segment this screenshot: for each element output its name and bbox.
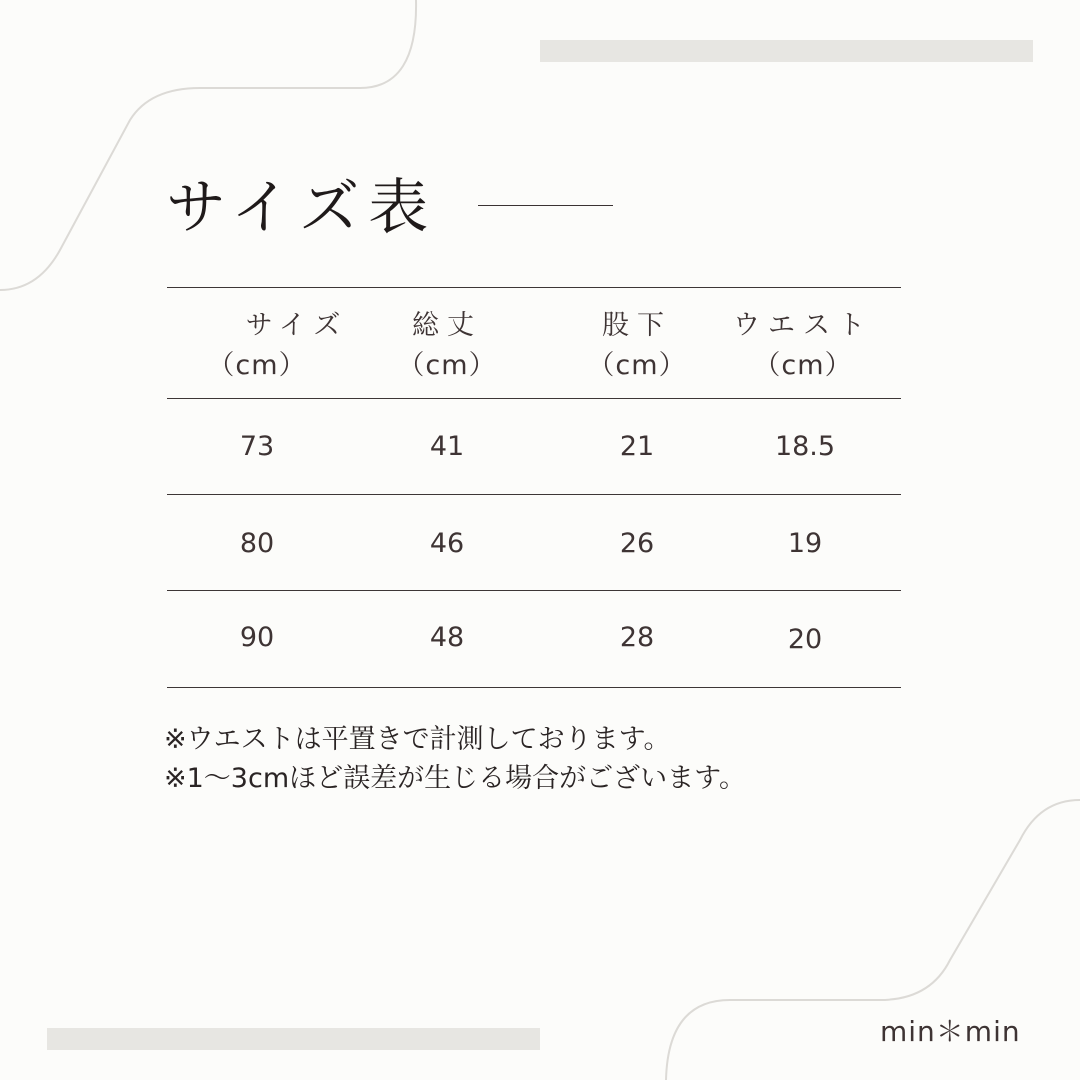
table-cell: 20	[787, 624, 823, 655]
table-cell: 48	[429, 622, 465, 653]
table-cell: 21	[619, 431, 655, 462]
decorative-bar-top	[540, 40, 1033, 62]
table-rule-bottom	[167, 687, 901, 688]
page-title: サイズ表	[166, 173, 438, 243]
header-size-unit: （cm）	[207, 350, 307, 381]
notes	[164, 720, 746, 798]
table-cell: 26	[619, 528, 655, 559]
table-cell: 73	[239, 431, 275, 462]
decorative-bar-bottom	[47, 1028, 540, 1050]
table-cell: 41	[429, 431, 465, 462]
brand-name: min＊min	[880, 1015, 1021, 1048]
note-line: ※ウエストは平置きで計測しております。	[164, 724, 671, 755]
table-cell: 90	[239, 622, 275, 653]
table-rule-row2	[167, 590, 901, 591]
header-total-length: 総丈	[412, 310, 482, 341]
title-rule	[478, 205, 613, 206]
table-cell: 18.5	[774, 431, 836, 462]
table-rule-row1	[167, 494, 901, 495]
table-rule-header	[167, 398, 901, 399]
table-cell: 19	[787, 528, 823, 559]
header-total-length-unit: （cm）	[397, 350, 497, 381]
table-cell: 46	[429, 528, 465, 559]
table-cell: 28	[619, 622, 655, 653]
header-waist: ウエスト	[733, 310, 873, 341]
header-waist-unit: （cm）	[753, 350, 853, 381]
header-size: サイズ	[245, 310, 349, 341]
header-inseam-unit: （cm）	[587, 350, 687, 381]
header-inseam: 股下	[602, 310, 672, 341]
table-cell: 80	[239, 528, 275, 559]
table-rule-top	[167, 287, 901, 288]
note-line: ※1〜3cmほど誤差が生じる場合がございます。	[164, 763, 746, 794]
